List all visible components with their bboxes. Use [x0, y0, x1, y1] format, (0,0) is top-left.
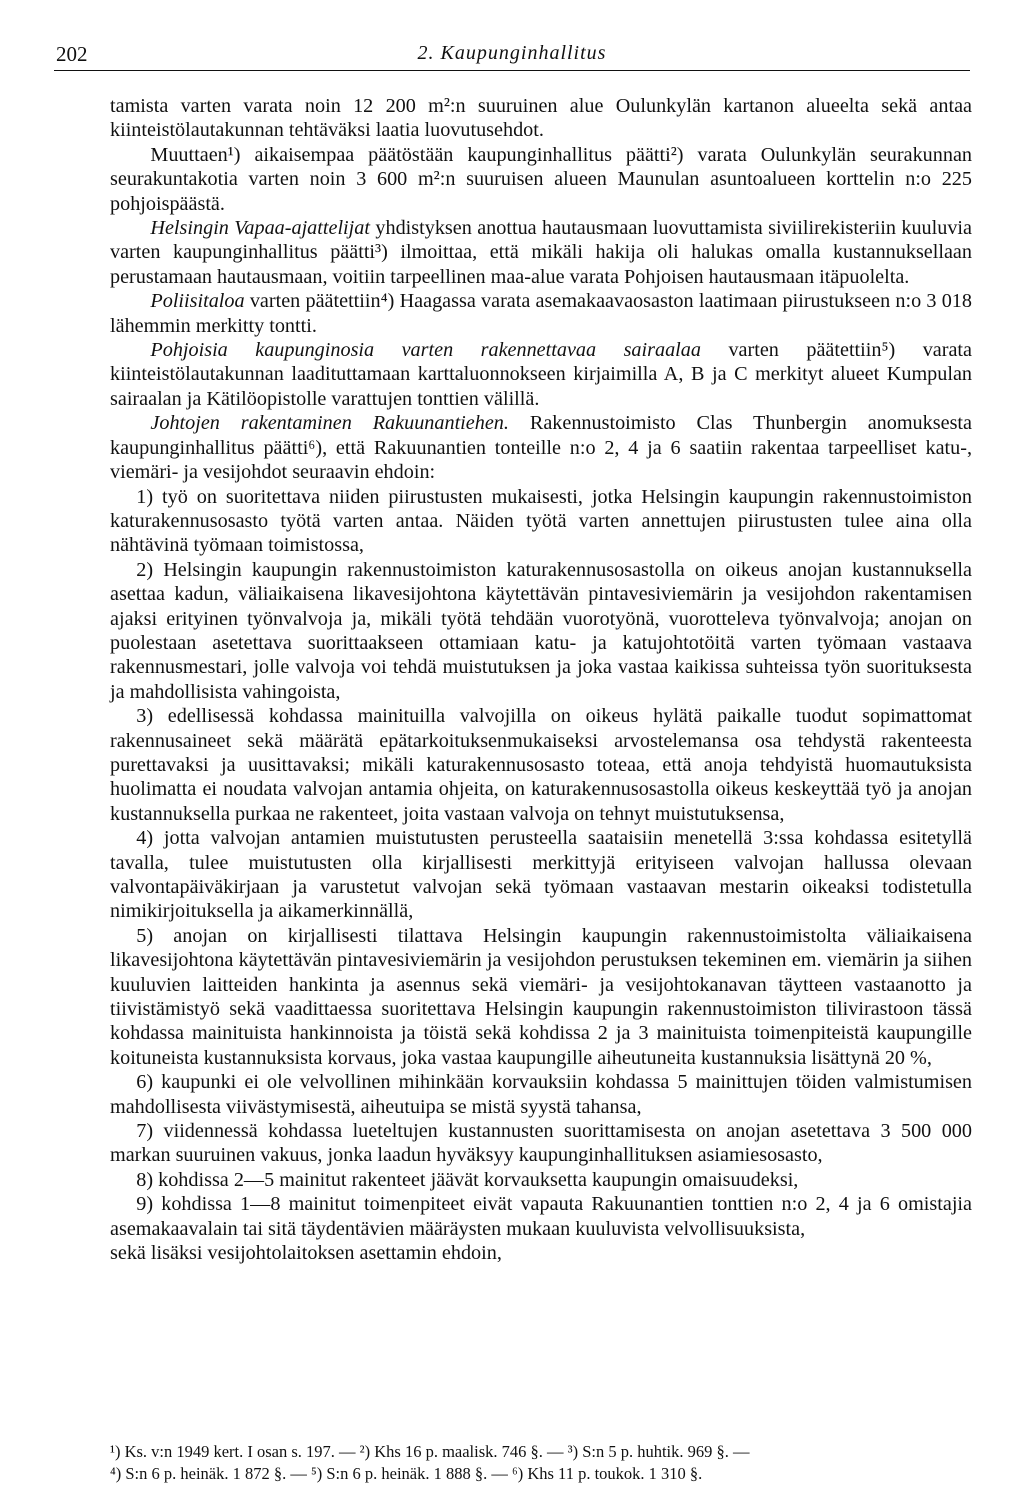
condition-item: 7) viidennessä kohdassa lueteltujen kustannusten suorittamisesta on anojan asetettava 3 500 000 markan suuruinen vakuus, jonka laadun hyväksyy kaupunginhallituksen asiamiesosasto,: [110, 1120, 972, 1167]
condition-item: 9) kohdissa 1—8 mainitut toimenpiteet eivät vapauta Rakuunantien tonttien n:o 2, 4 ja 6 omistajia asemakaavalain tai sitä täydentävien määräysten mukaan kuuluvista velvollisuuksista,: [110, 1193, 972, 1240]
paragraph-1: tamista varten varata noin 12 200 m²:n suuruinen alue Oulunkylän kartanon alueelta sekä antaa kiinteistölautakunnan tehtäväksi laatia luovutusehdot.: [110, 95, 972, 142]
paragraph-5-text: varten päätettiin⁵) varata kiinteistölautakunnan laadituttamaan karttaluonnokseen kirjaimilla A, B ja C merkityt alueet Kumpulan sairaalan ja Kätilöopistolle varattujen tonttien välillä.: [110, 339, 973, 410]
running-head: 2. Kaupunginhallitus: [417, 42, 607, 64]
condition-item: 6) kaupunki ei ole velvollinen mihinkään korvauksiin kohdassa 5 mainittujen töiden valmistumisen mahdollisesta viivästymisestä, aiheutuipa se mistä syystä tahansa,: [110, 1071, 972, 1118]
paragraph-5-lead: Pohjoisia kaupunginosia varten rakennettavaa sairaalaa: [150, 339, 701, 362]
condition-item: 8) kohdissa 2—5 mainitut rakenteet jäävät korvauksetta kaupungin omaisuudeksi,: [136, 1168, 799, 1191]
condition-item: 4) jotta valvojan antamien muistutusten perusteella saataisiin menetellä 3:ssa kohdassa esitetyllä tavalla, tulee muistutusten olla kirjallisesti merkittyjä erityiseen valvojan hallussa olevaan valvontapäiväkirjaan ja varustetut valvojan sekä työmaan vastaavan mestarin oikeaksi todistetulla nimikirjoituksella ja aikamerkinnällä,: [110, 827, 972, 923]
footnotes: [110, 1441, 972, 1485]
condition-item: 1) työ on suoritettava niiden piirustusten mukaisesti, jotka Helsingin kaupungin rakennustoimiston katurakennusosasto työtä varten antaa. Näiden työtä varten annettujen piirustusten tulee aina olla nähtävinä työmaan toimistossa,: [110, 485, 972, 557]
paragraph-6-lead: Johtojen rakentaminen Rakuunantiehen.: [150, 412, 509, 435]
paragraph-4: [110, 289, 972, 338]
body-text: [110, 94, 972, 1266]
paragraph-3-lead: Helsingin Vapaa-ajattelijat: [150, 217, 370, 240]
paragraph-6: [110, 411, 972, 484]
condition-item: 2) Helsingin kaupungin rakennustoimiston katurakennusosastolla on oikeus anojan kustannuksella asettaa kadun, väliaikaisena likavesijohtona käytettävän pintavesiviemärin ja vesijohdon rakentamisen ajaksi erityinen työnvalvoja ja, mikäli työtä tehdään vuorotyönä, vuorotteleva työnvalvoja; anojan on puolestaan asetettava suorittaakseen ottamiaan katu- ja katujohtotöitä varten työmaan vastaava rakennusmestari, jolle valvoja voi tehdä muistutuksen ja joka vastaa kaikissa suhteissa työn suorituksesta ja mahdollisista vahingoista,: [110, 558, 972, 703]
condition-item: 5) anojan on kirjallisesti tilattava Helsingin kaupungin rakennustoimistolta väliaikaisena likavesijohtona käytettävän pintavesiviemärin ja vesijohdon perustuksen tekeminen em. viemärin ja siihen kuuluvien laitteiden hankinta ja asennus sekä viemäri- ja vesijohtokanavan täytteen vastaanotto ja tiivistämistyö sekä vaadittaessa suoritettava Helsingin kaupungin rakennustoimiston tilivirastoon tässä kohdassa mainituista hankinnoista ja töistä sekä kohdissa 2 ja 3 mainituista toimenpiteistä kaupungille koituneista kustannuksista korvaus, joka vastaa kaupungille aiheutuneita kustannuksia lisättynä 20 %,: [110, 924, 972, 1069]
paragraph-4-lead: Poliisitaloa: [150, 290, 245, 313]
paragraph-3: [110, 216, 972, 289]
condition-item: 3) edellisessä kohdassa mainituilla valvojilla on oikeus hylätä paikalle tuodut sopimattomat rakennusaineet sekä määrätä epätarkoituksenmukaiseksi arvostelemansa osa tehdystä rakenteesta purettavaksi ja uusittavaksi; mikäli katurakennusosasto toteaa, että anoja tehdyistä huomautuksista huolimatta ei noudata valvojan antamia ohjeita, on katurakennusosastolla oikeus keskeyttää työ ja anojan kustannuksella purkaa ne rakenteet, joita vastaan valvoja on tehnyt muistutuksensa,: [110, 705, 972, 825]
paragraph-4-text: varten päätettiin⁴) Haagassa varata asemakaavaosaston laatimaan piirustukseen n:o 3 018 lähemmin merkitty tontti.: [110, 290, 972, 337]
footnote-line: ⁴) S:n 6 p. heinäk. 1 872 §. — ⁵) S:n 6 p. heinäk. 1 888 §. — ⁶) Khs 11 p. toukok. 1 310 §.: [110, 1464, 703, 1483]
page-number: 202: [56, 42, 88, 66]
closing-line: sekä lisäksi vesijohtolaitoksen asettamin ehdoin,: [110, 1242, 502, 1265]
page-header: [54, 42, 970, 71]
paragraph-3-text: yhdistyksen anottua hautausmaan luovuttamista siviilirekisteriin kuuluvia varten kaupunginhallitus päätti³) ilmoittaa, että mikäli hakija oli halukas omalla kustannuksellaan perustamaan hautausmaan, voitiin tarpeellinen maa-alue varata Pohjoisen hautausmaan itäpuolelta.: [110, 217, 972, 288]
footnote-line: ¹) Ks. v:n 1949 kert. I osan s. 197. — ²) Khs 16 p. maalisk. 746 §. — ³) S:n 5 p. huhtik. 969 §. —: [110, 1442, 750, 1461]
paragraph-5: [110, 338, 972, 411]
paragraph-6-text: Rakennustoimisto Clas Thunbergin anomuksesta kaupunginhallitus päätti⁶), että Rakuunantien tonteille n:o 2, 4 ja 6 saatiin rakentaa tarpeelliset katu-, viemäri- ja vesijohdot seuraavin ehdoin:: [110, 412, 972, 484]
paragraph-2: Muuttaen¹) aikaisempaa päätöstään kaupunginhallitus päätti²) varata Oulunkylän seurakunnan seurakuntakotia varten noin 3 600 m²:n suuruisen alueen Maunulan asuntoalueen korttelin n:o 225 pohjoispäästä.: [110, 143, 972, 215]
